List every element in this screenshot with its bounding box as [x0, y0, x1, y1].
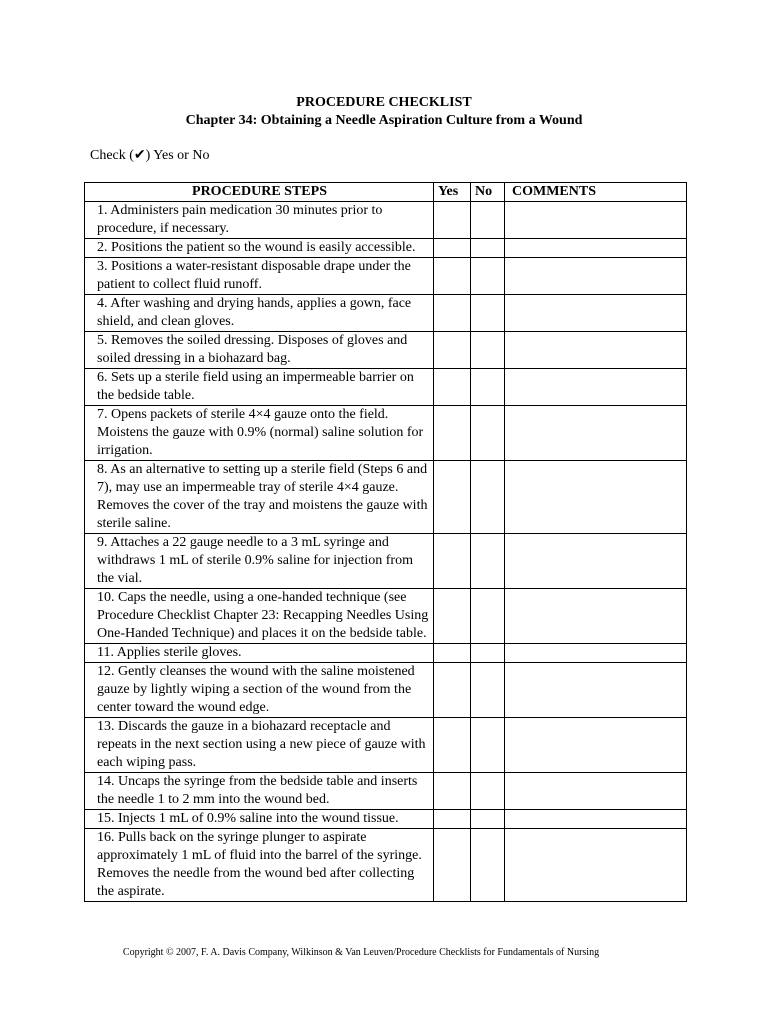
comments-cell[interactable]: [505, 718, 687, 773]
comments-cell[interactable]: [505, 461, 687, 534]
step-cell: 2. Positions the patient so the wound is easily accessible.: [85, 239, 434, 258]
comments-cell[interactable]: [505, 239, 687, 258]
step-cell: 12. Gently cleanses the wound with the saline moistened gauze by lightly wiping a section of the wound from the center toward the wound edge.: [85, 663, 434, 718]
table-row: [85, 773, 687, 810]
no-checkbox-cell[interactable]: [471, 589, 505, 644]
no-checkbox-cell[interactable]: [471, 829, 505, 902]
step-cell: 14. Uncaps the syringe from the bedside table and inserts the needle 1 to 2 mm into the wound bed.: [85, 773, 434, 810]
copyright-footer: Copyright © 2007, F. A. Davis Company, Wilkinson & Van Leuven/Procedure Checklists for Fundamentals of Nursing: [122, 947, 600, 958]
no-checkbox-cell[interactable]: [471, 202, 505, 239]
step-cell: 10. Caps the needle, using a one-handed technique (see Procedure Checklist Chapter 23: Recapping Needles Using One-Handed Technique) and places it on the bedside table.: [85, 589, 434, 644]
table-row: [85, 202, 687, 239]
no-checkbox-cell[interactable]: [471, 258, 505, 295]
table-row: [85, 644, 687, 663]
no-checkbox-cell[interactable]: [471, 406, 505, 461]
table-row: [85, 534, 687, 589]
yes-checkbox-cell[interactable]: [434, 239, 471, 258]
yes-checkbox-cell[interactable]: [434, 644, 471, 663]
no-checkbox-cell[interactable]: [471, 644, 505, 663]
yes-checkbox-cell[interactable]: [434, 810, 471, 829]
comments-cell[interactable]: [505, 589, 687, 644]
step-cell: 6. Sets up a sterile field using an impermeable barrier on the bedside table.: [85, 369, 434, 406]
no-checkbox-cell[interactable]: [471, 369, 505, 406]
check-instruction: Check (✔) Yes or No: [90, 148, 210, 163]
yes-checkbox-cell[interactable]: [434, 369, 471, 406]
step-cell: 15. Injects 1 mL of 0.9% saline into the wound tissue.: [85, 810, 434, 829]
comments-cell[interactable]: [505, 773, 687, 810]
comments-cell[interactable]: [505, 295, 687, 332]
table-row: [85, 239, 687, 258]
step-cell: 9. Attaches a 22 gauge needle to a 3 mL syringe and withdraws 1 mL of sterile 0.9% saline for injection from the vial.: [85, 534, 434, 589]
comments-cell[interactable]: [505, 810, 687, 829]
step-cell: 7. Opens packets of sterile 4×4 gauze onto the field. Moistens the gauze with 0.9% (normal) saline solution for irrigation.: [85, 406, 434, 461]
no-checkbox-cell[interactable]: [471, 718, 505, 773]
no-checkbox-cell[interactable]: [471, 461, 505, 534]
step-cell: 4. After washing and drying hands, applies a gown, face shield, and clean gloves.: [85, 295, 434, 332]
yes-checkbox-cell[interactable]: [434, 773, 471, 810]
no-checkbox-cell[interactable]: [471, 663, 505, 718]
comments-cell[interactable]: [505, 663, 687, 718]
table-row: [85, 810, 687, 829]
step-cell: 3. Positions a water-resistant disposable drape under the patient to collect fluid runoff.: [85, 258, 434, 295]
yes-checkbox-cell[interactable]: [434, 589, 471, 644]
header-yes: Yes: [434, 183, 471, 202]
comments-cell[interactable]: [505, 829, 687, 902]
comments-cell[interactable]: [505, 406, 687, 461]
step-cell: 11. Applies sterile gloves.: [85, 644, 434, 663]
comments-cell[interactable]: [505, 644, 687, 663]
table-row: [85, 295, 687, 332]
comments-cell[interactable]: [505, 534, 687, 589]
no-checkbox-cell[interactable]: [471, 773, 505, 810]
yes-checkbox-cell[interactable]: [434, 663, 471, 718]
procedure-table: [84, 182, 687, 902]
yes-checkbox-cell[interactable]: [434, 332, 471, 369]
step-cell: 13. Discards the gauze in a biohazard receptacle and repeats in the next section using a new piece of gauze with each wiping pass.: [85, 718, 434, 773]
no-checkbox-cell[interactable]: [471, 332, 505, 369]
comments-cell[interactable]: [505, 369, 687, 406]
yes-checkbox-cell[interactable]: [434, 718, 471, 773]
step-cell: 16. Pulls back on the syringe plunger to aspirate approximately 1 mL of fluid into the barrel of the syringe. Removes the needle from the wound bed after collecting the aspirate.: [85, 829, 434, 902]
comments-cell[interactable]: [505, 258, 687, 295]
yes-checkbox-cell[interactable]: [434, 534, 471, 589]
table-row: [85, 332, 687, 369]
header-no: No: [471, 183, 505, 202]
no-checkbox-cell[interactable]: [471, 295, 505, 332]
chapter-subtitle: Chapter 34: Obtaining a Needle Aspiration Culture from a Wound: [185, 113, 583, 128]
table-row: [85, 406, 687, 461]
table-row: [85, 829, 687, 902]
step-cell: 1. Administers pain medication 30 minutes prior to procedure, if necessary.: [85, 202, 434, 239]
no-checkbox-cell[interactable]: [471, 534, 505, 589]
table-row: [85, 589, 687, 644]
step-cell: 8. As an alternative to setting up a sterile field (Steps 6 and 7), may use an impermeable tray of sterile 4×4 gauze. Removes the cover of the tray and moistens the gauze with sterile saline.: [85, 461, 434, 534]
comments-cell[interactable]: [505, 332, 687, 369]
checklist-title: PROCEDURE CHECKLIST: [296, 95, 472, 110]
no-checkbox-cell[interactable]: [471, 239, 505, 258]
table-header-row: [85, 183, 687, 202]
table-row: [85, 369, 687, 406]
step-cell: 5. Removes the soiled dressing. Disposes of gloves and soiled dressing in a biohazard bag.: [85, 332, 434, 369]
table-row: [85, 663, 687, 718]
yes-checkbox-cell[interactable]: [434, 295, 471, 332]
comments-cell[interactable]: [505, 202, 687, 239]
yes-checkbox-cell[interactable]: [434, 406, 471, 461]
no-checkbox-cell[interactable]: [471, 810, 505, 829]
yes-checkbox-cell[interactable]: [434, 461, 471, 534]
yes-checkbox-cell[interactable]: [434, 829, 471, 902]
yes-checkbox-cell[interactable]: [434, 258, 471, 295]
yes-checkbox-cell[interactable]: [434, 202, 471, 239]
table-row: [85, 461, 687, 534]
header-procedure-steps: PROCEDURE STEPS: [85, 183, 434, 202]
table-row: [85, 718, 687, 773]
header-comments: COMMENTS: [505, 183, 687, 202]
table-row: [85, 258, 687, 295]
